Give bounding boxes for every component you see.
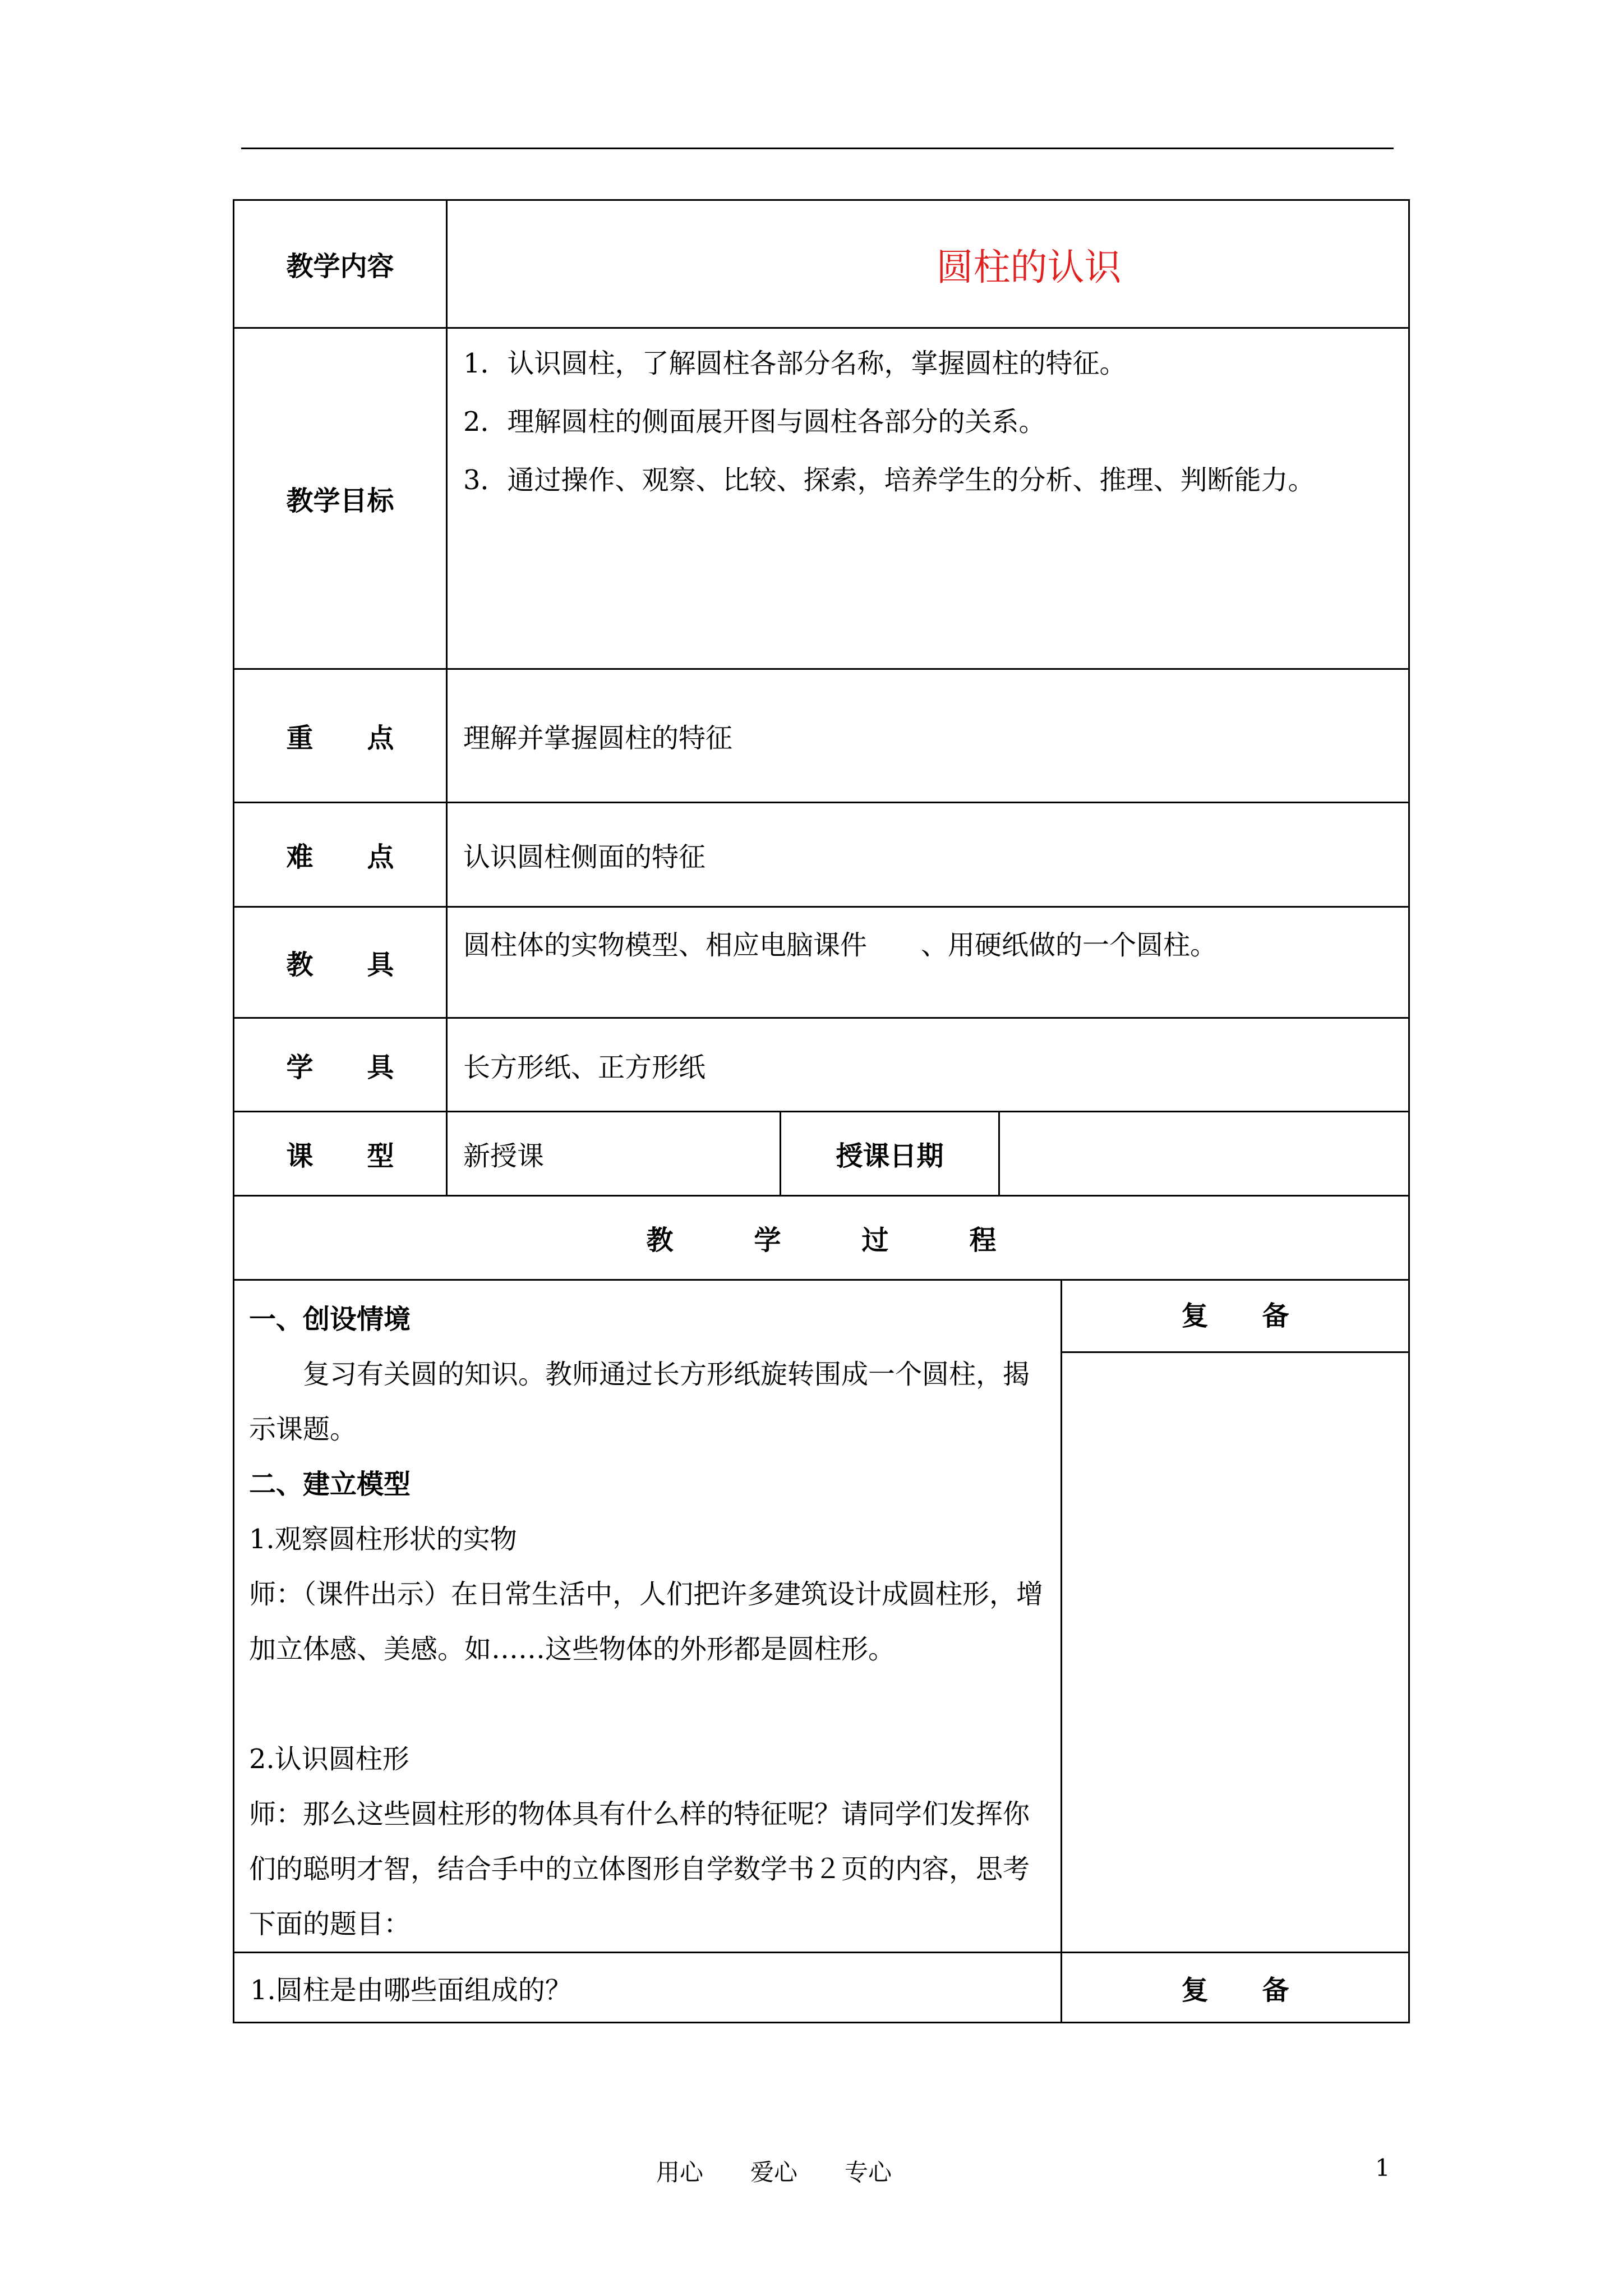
process-line [249, 1677, 1050, 1732]
process-line: 1.观察圆柱形状的实物 [249, 1524, 517, 1555]
goal-item: 3．通过操作、观察、比较、探索，培养学生的分析、推理、判断能力。 [463, 464, 1315, 496]
process-line: 2.认识圆柱形 [249, 1743, 409, 1775]
goals-cell [447, 328, 1409, 669]
lesson-plan-table [233, 199, 1410, 2023]
lesson-title: 圆柱的认识 [936, 246, 1122, 289]
lesson-date-value [999, 1112, 1409, 1196]
key-point-label: 重 点 [234, 669, 447, 803]
process-next-item: 1.圆柱是由哪些面组成的？ [234, 1953, 1062, 2023]
process-line: 师：（课件出示）在日常生活中，人们把许多建筑设计成圆柱形，增加立体感、美感。如……这些物体的外形都是圆柱形。 [249, 1579, 1044, 1665]
goals-label: 教学目标 [234, 328, 447, 669]
student-aids-label: 学 具 [234, 1018, 447, 1112]
process-line: 复习有关圆的知识。教师通过长方形纸旋转围成一个圆柱，揭示课题。 [249, 1359, 1030, 1445]
section-heading: 二、建立模型 [249, 1469, 411, 1500]
lesson-type-label: 课 型 [234, 1112, 447, 1196]
difficulty-value: 认识圆柱侧面的特征 [447, 803, 1409, 907]
student-aids-value: 长方形纸、正方形纸 [447, 1018, 1409, 1112]
lesson-type-value: 新授课 [447, 1112, 781, 1196]
process-line: 师：那么这些圆柱形的物体具有什么样的特征呢？请同学们发挥你们的聪明才智，结合手中的立体图形自学数学书２页的内容，思考下面的题目： [249, 1798, 1030, 1940]
review-label-2: 复 备 [1062, 1953, 1409, 2023]
goal-item: 2．理解圆柱的侧面展开图与圆柱各部分的关系。 [463, 406, 1046, 438]
page-number: 1 [1375, 2154, 1390, 2182]
lesson-date-label: 授课日期 [781, 1112, 999, 1196]
process-side-column [1062, 1280, 1409, 1953]
key-point-value: 理解并掌握圆柱的特征 [447, 669, 1409, 803]
section-heading: 一、创设情境 [249, 1304, 411, 1335]
content-cell [447, 200, 1409, 328]
difficulty-label: 难 点 [234, 803, 447, 907]
footer-motto: 用心 爱心 专心 [656, 2159, 892, 2186]
review-label: 复 备 [1062, 1281, 1408, 1353]
teaching-aids-label: 教 具 [234, 907, 447, 1018]
process-content [234, 1280, 1062, 1953]
teaching-aids-value: 圆柱体的实物模型、相应电脑课件 、用硬纸做的一个圆柱。 [447, 907, 1409, 1018]
goal-item: 1．认识圆柱，了解圆柱各部分名称，掌握圆柱的特征。 [463, 348, 1127, 379]
header-rule [241, 148, 1394, 149]
content-label: 教学内容 [234, 200, 447, 328]
process-heading: 教 学 过 程 [234, 1196, 1409, 1280]
